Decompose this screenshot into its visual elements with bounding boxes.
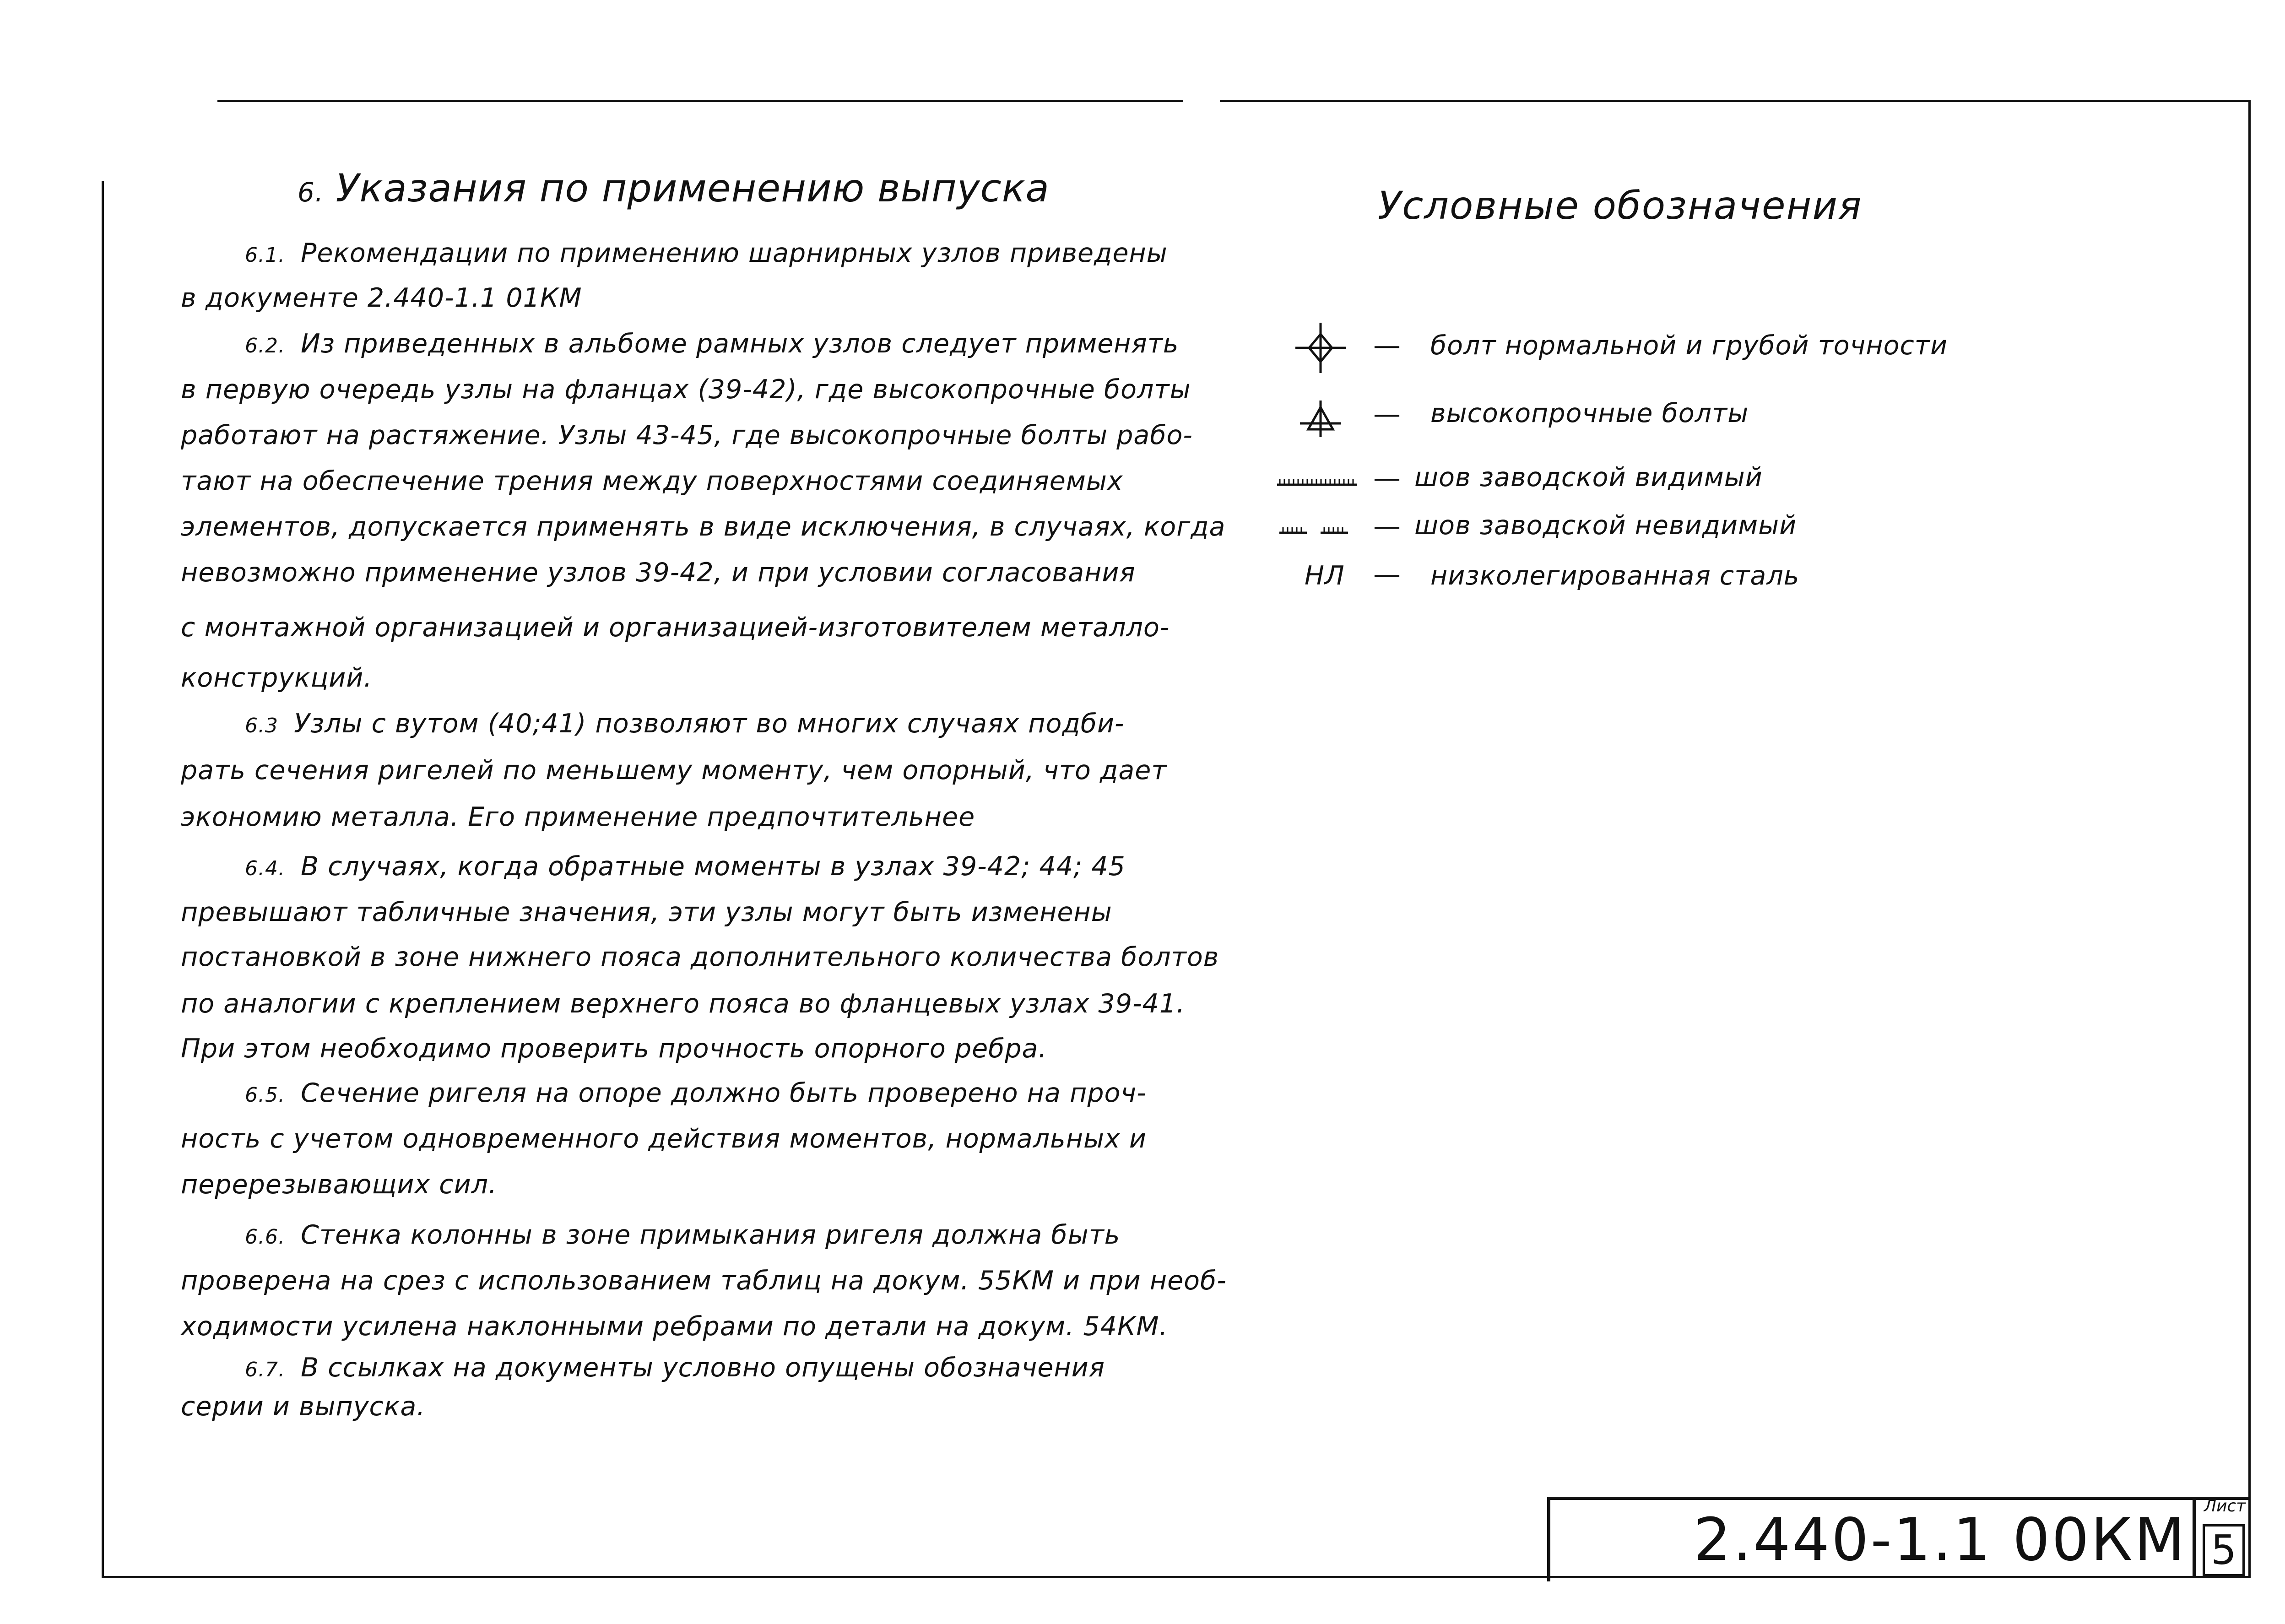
sheet-label: Лист (2204, 1497, 2246, 1516)
legend-symbol-nl: НЛ (1305, 561, 1345, 591)
paragraph-text: В случаях, когда обратные моменты в узлах 39-42; 44; 45 (300, 851, 1126, 882)
paragraph-6-4-line-2: превышают табличные значения, эти узлы могут быть изменены (181, 897, 1112, 927)
section-number: 6. (298, 177, 324, 208)
section-heading (298, 166, 1050, 211)
paragraph-text: Сечение ригеля на опоре должно быть проверено на проч- (300, 1078, 1147, 1108)
paragraph-6-2-line-2: в первую очередь узлы на фланцах (39-42), где высокопрочные болты (181, 374, 1191, 405)
right-border (2248, 100, 2251, 1578)
paragraph-text: Узлы с вутом (40;41) позволяют во многих случаях подби- (293, 709, 1125, 739)
legend-text-weld-hidden: шов заводской невидимый (1414, 510, 1797, 541)
paragraph-6-3-line-3: экономию металла. Его применение предпочтительнее (181, 802, 975, 832)
paragraph-number: 6.3 (245, 714, 278, 737)
paragraph-6-4-line-3: постановкой в зоне нижнего пояса дополнительного количества болтов (181, 942, 1219, 972)
paragraph-6-2-line-8: конструкций. (181, 663, 373, 693)
paragraph-number: 6.7. (245, 1358, 285, 1381)
paragraph-6-5-line-1 (245, 1078, 1147, 1108)
paragraph-6-6-line-1 (245, 1220, 1120, 1250)
paragraph-6-6-line-2: проверена на срез с использованием таблиц на докум. 55КМ и при необ- (181, 1266, 1227, 1296)
bolt-high-strength-icon (1300, 398, 1341, 439)
legend-dash: — (1373, 558, 1401, 590)
paragraph-number: 6.1. (245, 244, 285, 267)
paragraph-6-2-line-6: невозможно применение узлов 39-42, и при условии согласования (181, 558, 1136, 588)
paragraph-6-5-line-3: перерезывающих сил. (181, 1169, 498, 1200)
paragraph-text: В ссылках на документы условно опущены обозначения (300, 1353, 1105, 1383)
bolt-normal-icon (1295, 323, 1346, 373)
top-rule-right (1220, 100, 2251, 102)
paragraph-6-4-line-4: по аналогии с креплением верхнего пояса во фланцевых узлах 39-41. (181, 989, 1186, 1019)
paragraph-6-5-line-2: ность с учетом одновременного действия моментов, нормальных и (181, 1124, 1147, 1154)
paragraph-text: Рекомендации по применению шарнирных узлов приведены (300, 238, 1168, 268)
weld-hidden-icon (1279, 522, 1364, 536)
document-code: 2.440-1.1 00КМ (1694, 1506, 2187, 1574)
left-border (102, 181, 104, 1578)
paragraph-text: Из приведенных в альбоме рамных узлов следует применять (300, 329, 1179, 359)
paragraph-6-4-line-1 (245, 851, 1126, 882)
paragraph-number: 6.6. (245, 1225, 285, 1249)
legend-text-low-alloy-steel: низколегированная сталь (1430, 561, 1800, 591)
paragraph-6-2-line-5: элементов, допускается применять в виде исключения, в случаях, когда (181, 512, 1226, 542)
paragraph-6-2-line-1 (245, 329, 1179, 359)
paragraph-6-7-line-2: серии и выпуска. (181, 1391, 426, 1422)
weld-visible-icon (1277, 474, 1357, 487)
sheet-number: 5 (2203, 1524, 2245, 1576)
paragraph-6-3-line-1 (245, 709, 1125, 739)
paragraph-number: 6.2. (245, 334, 285, 357)
paragraph-6-4-line-5: При этом необходимо проверить прочность опорного ребра. (181, 1034, 1047, 1064)
paragraph-6-7-line-1 (245, 1353, 1105, 1383)
paragraph-number: 6.5. (245, 1083, 285, 1107)
legend-text-bolt-normal: болт нормальной и грубой точности (1430, 330, 1948, 361)
paragraph-number: 6.4. (245, 857, 285, 880)
legend-title: Условные обозначения (1378, 183, 1863, 228)
legend-text-weld-visible: шов заводской видимый (1414, 462, 1763, 493)
paragraph-text: Стенка колонны в зоне примыкания ригеля должна быть (300, 1220, 1121, 1250)
legend-dash: — (1373, 510, 1401, 542)
section-title: Указания по применению выпуска (336, 166, 1050, 211)
paragraph-6-2-line-4: тают на обеспечение трения между поверхностями соединяемых (181, 466, 1123, 496)
legend-dash: — (1373, 398, 1401, 430)
paragraph-6-1-line-2: в документе 2.440-1.1 01КМ (181, 283, 582, 313)
top-rule-left (217, 100, 1183, 102)
legend-dash: — (1373, 462, 1401, 494)
paragraph-6-3-line-2: рать сечения ригелей по меньшему моменту, чем опорный, что дает (181, 755, 1167, 785)
paragraph-6-2-line-7: с монтажной организацией и организацией-изготовителем металло- (181, 612, 1170, 643)
paragraph-6-1-line-1 (245, 238, 1168, 268)
legend-text-bolt-high-strength: высокопрочные болты (1430, 398, 1749, 428)
paragraph-6-6-line-3: ходимости усилена наклонными ребрами по детали на докум. 54КМ. (181, 1311, 1168, 1342)
legend-dash: — (1373, 330, 1401, 362)
paragraph-6-2-line-3: работают на растяжение. Узлы 43-45, где высокопрочные болты рабо- (181, 420, 1193, 450)
